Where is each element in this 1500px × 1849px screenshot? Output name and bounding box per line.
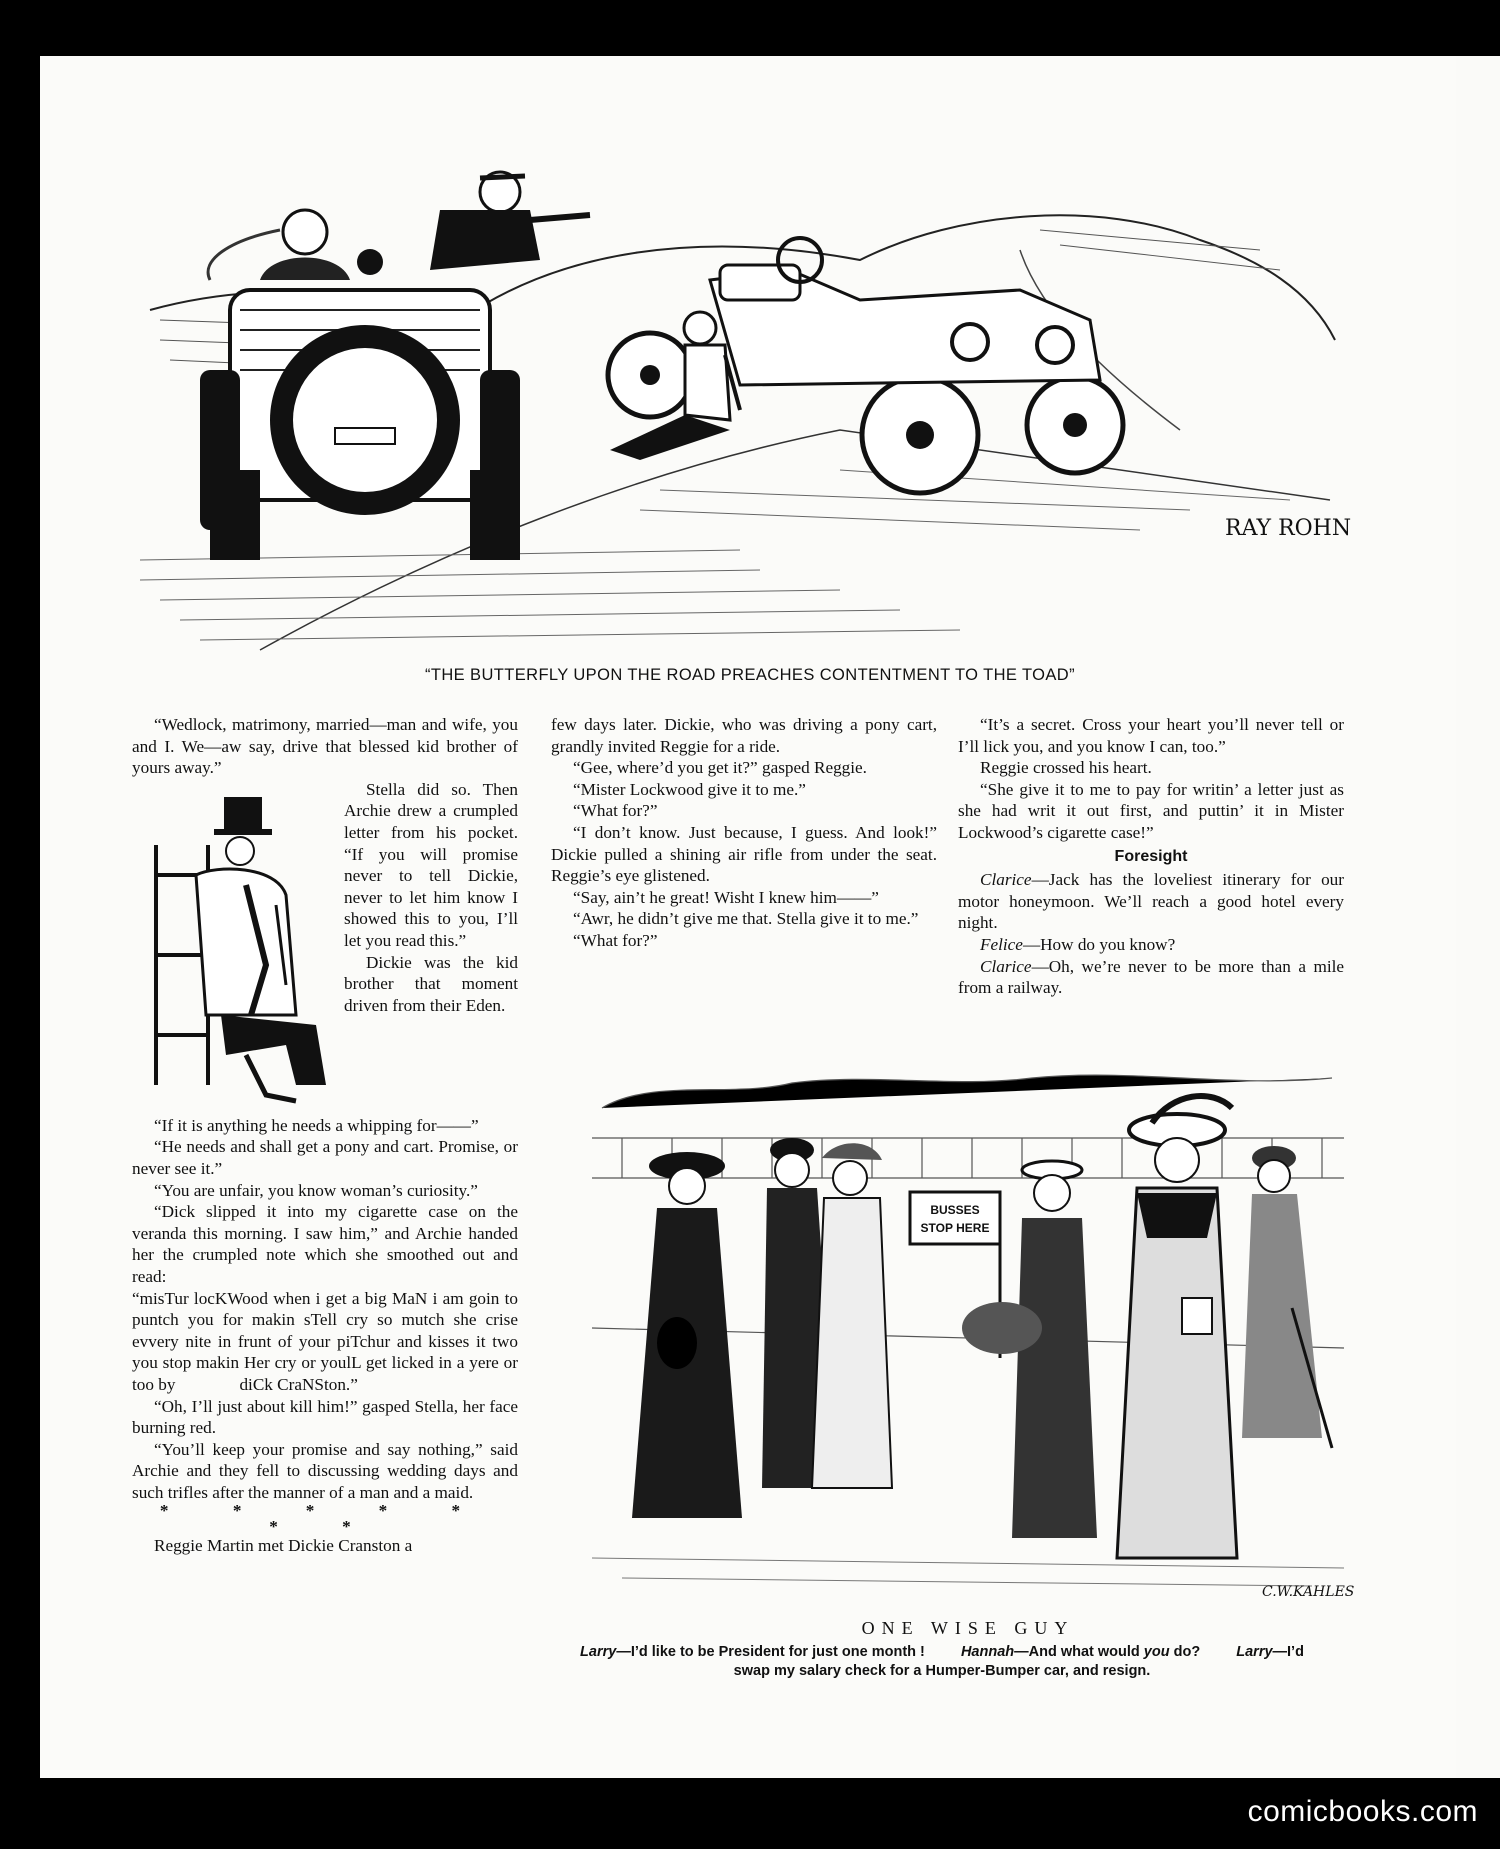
dialogue-line-1 <box>540 1643 1344 1662</box>
top-cartoon-illustration <box>140 170 1352 660</box>
bottom-cartoon-dialogue <box>540 1643 1344 1681</box>
joke-text: —Oh, we’re never to be more than a mile from a railway. <box>958 956 1344 998</box>
col1-paragraph: “If it is anything he needs a whipping for——” <box>154 1115 479 1135</box>
bottom-cartoon-illustration <box>592 1068 1355 1608</box>
section-break-stars: * * * * * * * <box>159 1501 491 1537</box>
foresight-heading: Foresight <box>1114 847 1188 865</box>
seated-man-illustration <box>126 785 336 1111</box>
joke-line <box>958 869 1344 934</box>
top-cartoon-caption: “THE BUTTERFLY UPON THE ROAD PREACHES CONTENTMENT TO THE TOAD” <box>424 666 1076 684</box>
joke-text: —How do you know? <box>1022 934 1176 954</box>
col1-paragraph: Stella did so. Then Archie drew a crumpled letter from his pocket. “If you will promise never to tell Dickie, never to let him know I showed this to you, I’ll let you read this.” <box>344 779 518 950</box>
col2-paragraph: few days later. Dickie, who was driving a pony cart, grandly invited Reggie for a ride. <box>551 715 937 756</box>
joke-line <box>958 934 1344 956</box>
svg-text:STOP HERE: STOP HERE <box>920 1221 990 1235</box>
col2-paragraph: “Say, ain’t he great! Wisht I knew him——” <box>573 887 879 907</box>
dialogue-line-2: swap my salary check for a Humper-Bumper car, and resign. <box>733 1663 1151 1679</box>
col2-paragraph: “Gee, where’d you get it?” gasped Reggie. <box>573 758 867 778</box>
speaker-name: Clarice <box>980 870 1032 890</box>
bottom-cartoon-title: ONE WISE GUY <box>861 1618 1075 1638</box>
site-watermark: comicbooks.com <box>1247 1795 1478 1828</box>
col1-paragraph: “Wedlock, matrimony, married—man and wife, you and I. We—aw say, drive that blessed kid brother of yours away.” <box>132 715 518 778</box>
col2-paragraph: “What for?” <box>573 930 658 950</box>
col1-paragraph: “You’ll keep your promise and say nothing,” said Archie and they fell to discussing wedding days and such trifles after the manner of a man and a maid. <box>132 1439 518 1502</box>
text-column-2 <box>551 714 937 952</box>
col1-paragraph: Reggie Martin met Dickie Cranston a <box>154 1536 413 1556</box>
col1-paragraph: “Dick slipped it into my cigarette case on the veranda this morning. I saw him,” and Archie handed her the crumpled note which she smoothed out and read: <box>132 1202 518 1286</box>
joke-line <box>958 956 1344 999</box>
col1-paragraph: “Oh, I’ll just about kill him!” gasped Stella, her face burning red. <box>132 1396 518 1438</box>
col2-paragraph: “What for?” <box>573 801 658 821</box>
speaker-name: Larry <box>580 1644 617 1660</box>
speaker-name: Felice <box>980 934 1023 954</box>
letter-body: “misTur locKWood when i get a big MaN i am goin to puntch you for makin sTell cry so mutch she crise evvery nite in frunt of your piTchur and kisses it two you stop makin Her cry or youlL get licked in a yere or too by <box>132 1288 518 1394</box>
bus-stop-sign: BUSSES <box>930 1203 980 1217</box>
artist-signature: RAY ROHN <box>1225 516 1352 541</box>
col1-paragraph: Dickie was the kid brother that moment driven from their Eden. <box>344 952 518 1015</box>
col3-paragraph: “It’s a secret. Cross your heart you’ll never tell or I’ll lick you, and you know I can, too.” <box>958 715 1344 756</box>
facing-page-edge <box>1456 56 1500 1778</box>
col1-paragraph: “He needs and shall get a pony and cart. Promise, or never see it.” <box>132 1137 518 1178</box>
col2-paragraph: “I don’t know. Just because, I guess. And look!” Dickie pulled a shining air rifle from under the seat. Reggie’s eye glistened. <box>551 822 937 886</box>
text-column-1 <box>132 714 518 1557</box>
text-column-3 <box>958 714 1344 999</box>
dialogue-text: —I’d like to be President for just one month ! <box>616 1644 925 1660</box>
col3-paragraph: “She give it to me to pay for writin’ a letter just as she had writ it out first, and puttin’ it in Mister Lockwood’s cigarette case!” <box>958 779 1344 842</box>
dialogue-text: do? <box>1169 1644 1201 1660</box>
dialogue-text: —And what would <box>1014 1644 1144 1660</box>
col2-paragraph: “Mister Lockwood give it to me.” <box>573 779 806 799</box>
artist-signature: C.W.KAHLES <box>1262 1584 1355 1600</box>
speaker-name: Larry <box>1236 1644 1273 1660</box>
dickie-letter <box>132 1288 518 1396</box>
speaker-name: Clarice <box>980 956 1032 976</box>
joke-text: —Jack has the loveliest itinerary for our motor honeymoon. We’ll reach a good hotel every night. <box>958 870 1344 933</box>
col3-paragraph: Reggie crossed his heart. <box>980 758 1152 778</box>
dialogue-text: —I’d <box>1272 1644 1304 1660</box>
dialogue-emphasis: you <box>1143 1644 1170 1660</box>
col2-paragraph: “Awr, he didn’t give me that. Stella give it to me.” <box>573 909 919 929</box>
letter-signature: diCk CraNSton.” <box>239 1374 358 1394</box>
col1-paragraph: “You are unfair, you know woman’s curiosity.” <box>154 1180 478 1200</box>
speaker-name: Hannah <box>960 1644 1015 1660</box>
